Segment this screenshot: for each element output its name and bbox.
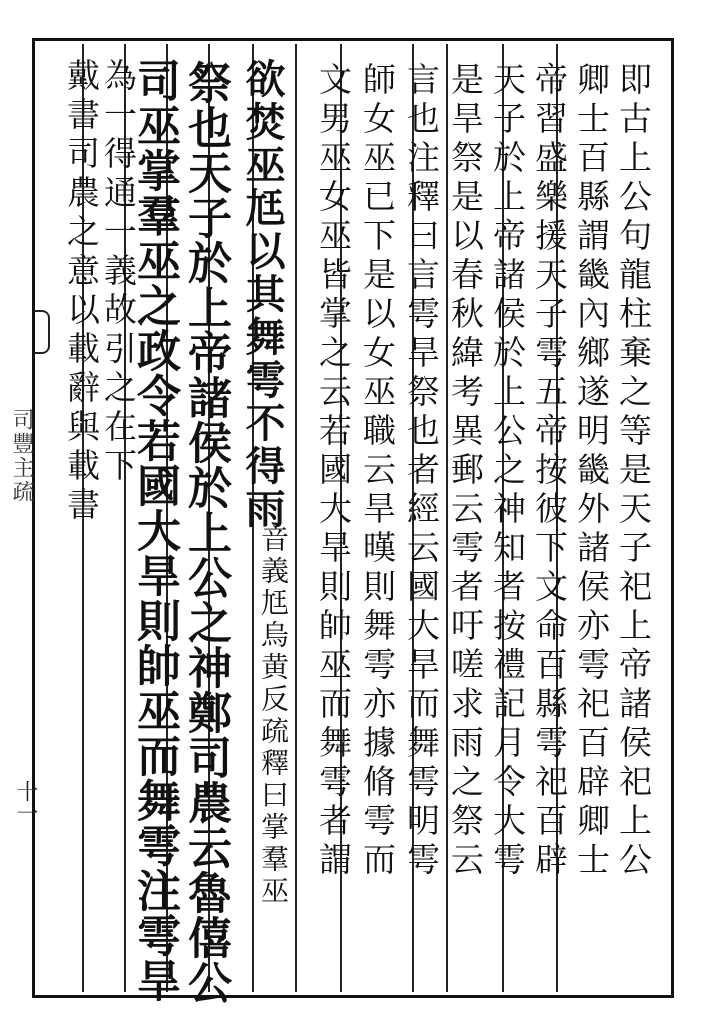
text-column: 祭也天子於上帝諸侯於上公之神鄭司農云魯僖公 [180,60,231,1005]
column-rule [295,44,297,992]
text-column: 文男巫女巫皆掌之云若國大旱則帥巫而舞雩者謂 [314,62,353,881]
text-column: 師女巫已下是以女巫職云旱暵則舞雩亦據脩雩而 [358,62,397,881]
text-column: 戴書司農之意以載辭與載書 [62,58,101,526]
text-column: 司巫掌羣巫之政令若國大旱則帥巫而舞雩注雩旱 [129,58,180,1003]
annotation-column: 音義尪烏黄反疏釋曰掌羣巫 [257,524,290,908]
text-column: 卿士百縣謂畿內鄉遂明畿外諸侯亦雩祀百辟卿士 [572,62,611,881]
text-column: 即古上公句龍柱棄之等是天子祀上帝諸侯祀上公 [614,62,653,881]
text-column: 為一得通一義故引之在下 [99,58,138,487]
text-column: 是旱祭是以春秋緯考異郵云雩者吁嗟求雨之祭云 [446,62,485,881]
text-column: 言也注釋曰言雩旱祭也者經云國大旱而舞雩明雩 [402,62,441,881]
text-column: 帝習盛樂援天子雩五帝按彼下文命百縣雩祀百辟 [530,62,569,881]
margin-tab-mark [34,310,50,354]
margin-book-title: 司豐主疏 [9,408,34,504]
text-column: 欲焚巫尪以其舞雩不得雨 [239,58,286,531]
text-column: 天子於上帝諸侯於上公之神知者按禮記月令大雩 [488,62,527,881]
margin-page-number: 十一 [13,780,38,824]
